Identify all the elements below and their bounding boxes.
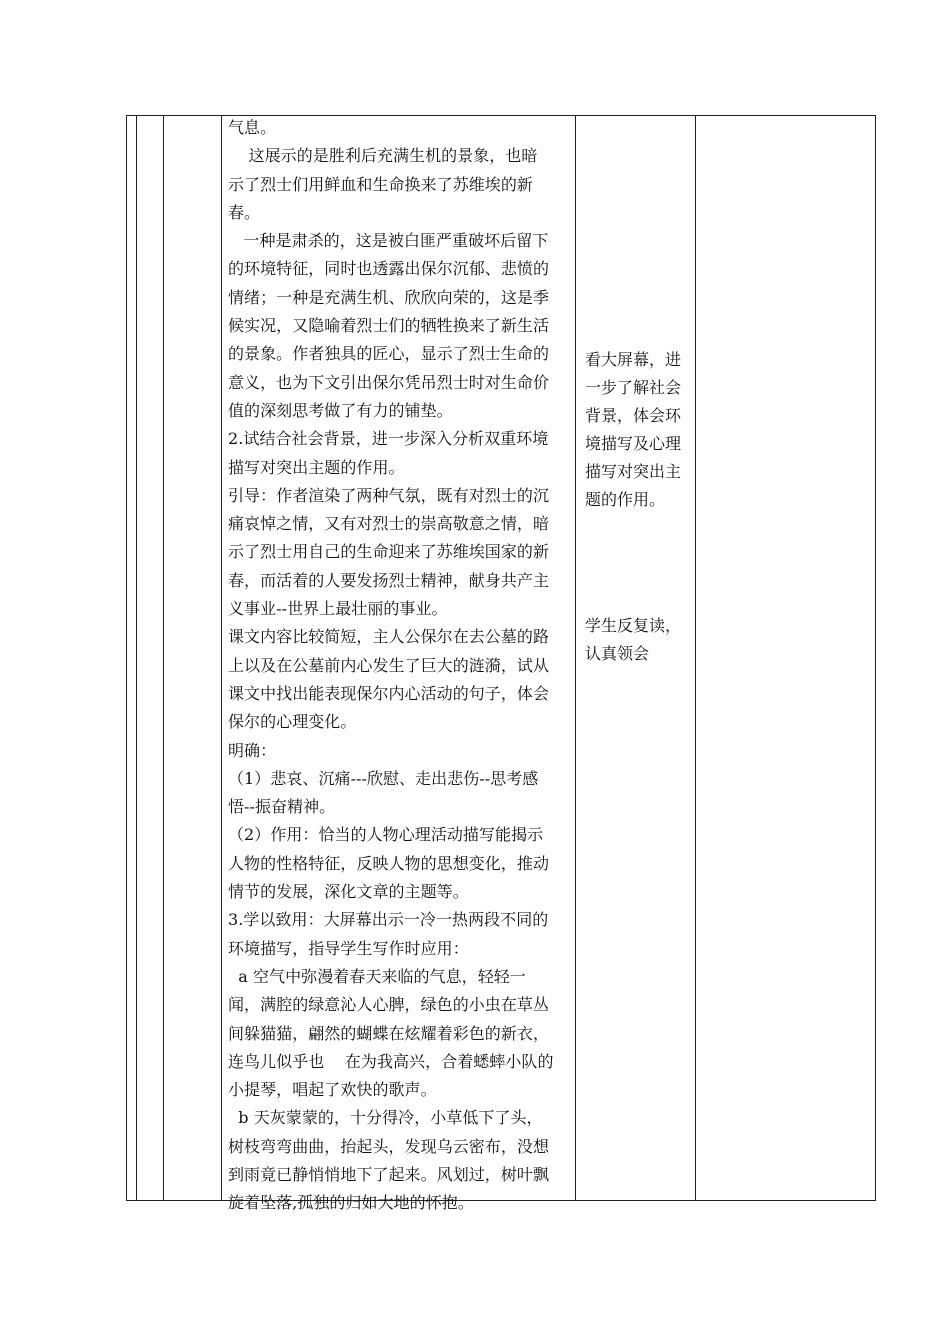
student-activity-line: 境描写及心理 xyxy=(585,434,682,453)
content-line: 值的深刻思考做了有力的铺垫。 xyxy=(228,400,453,420)
content-line: 春，而活着的人要发扬烈士精神，献身共产主 xyxy=(228,570,550,590)
content-line: b 天灰蒙蒙的，十分得冷，小草低下了头， xyxy=(228,1108,543,1128)
content-line: 课文中找出能表现保尔内心活动的句子，体会 xyxy=(228,683,550,703)
content-line: 示了烈士用自己的生命迎来了苏维埃国家的新 xyxy=(228,542,550,562)
student-activity-line: 描写对突出主 xyxy=(585,462,682,481)
content-line: 这展示的是胜利后充满生机的景象，也暗 xyxy=(228,146,538,166)
student-activity-line: 题的作用。 xyxy=(585,490,666,509)
student-activity-cell-2 xyxy=(585,612,695,668)
content-line: 连鸟儿似乎也 在为我高兴，合着蟋蟀小队的 xyxy=(228,1051,554,1071)
content-line: 课文内容比较简短，主人公保尔在去公墓的路 xyxy=(228,627,550,647)
content-line: 人物的性格特征，反映人物的思想变化，推动 xyxy=(228,853,550,873)
content-line: 一种是肃杀的，这是被白匪严重破坏后留下 xyxy=(228,231,549,251)
content-line: 的环境特征，同时也透露出保尔沉郁、悲愤的 xyxy=(228,259,550,279)
content-line: 痛哀悼之情，又有对烈士的崇高敬意之情，暗 xyxy=(228,514,550,534)
content-line: （1）悲哀、沉痛---欣慰、走出悲伤--思考感 xyxy=(228,768,539,788)
content-line: 描写对突出主题的作用。 xyxy=(228,457,405,477)
student-activity-line: 一步了解社会 xyxy=(585,378,682,397)
content-line: 环境描写，指导学生写作时应用： xyxy=(228,938,469,958)
content-line: 旋着坠落,孤独的归如大地的怀抱。 xyxy=(228,1193,474,1213)
lesson-plan-table xyxy=(126,115,876,1213)
content-line: 明确： xyxy=(228,740,277,760)
content-line: 树枝弯弯曲曲，抬起头，发现乌云密布，没想 xyxy=(228,1136,550,1156)
content-line: 义事业--世界上最壮丽的事业。 xyxy=(228,599,448,619)
content-line: 情绪；一种是充满生机、欣欣向荣的，这是季 xyxy=(228,287,550,307)
content-line: 悟--振奋精神。 xyxy=(228,797,336,817)
column-divider xyxy=(221,116,222,1200)
content-line: 到雨竟已静悄悄地下了起来。风划过，树叶飘 xyxy=(228,1164,550,1184)
content-line: 气息。 xyxy=(228,118,277,137)
student-activity-line: 看大屏幕，进 xyxy=(585,350,682,369)
content-line: 候实况，又隐喻着烈士们的牺牲换来了新生活 xyxy=(228,316,550,336)
content-line: 引导：作者渲染了两种气氛，既有对烈士的沉 xyxy=(228,485,550,505)
content-line: 3.学以致用：大屏幕出示一冷一热两段不同的 xyxy=(228,910,549,930)
content-line: 意义，也为下文引出保尔凭吊烈士时对生命价 xyxy=(228,372,550,392)
content-line: 情节的发展，深化文章的主题等。 xyxy=(228,882,469,902)
content-line: 2.试结合社会背景，进一步深入分析双重环境 xyxy=(228,429,549,449)
content-line: 示了烈士们用鲜血和生命换来了苏维埃的新 xyxy=(228,174,533,194)
column-divider xyxy=(695,116,696,1200)
student-activity-line: 认真领会 xyxy=(585,644,650,663)
content-line: 上以及在公墓前内心发生了巨大的涟漪，试从 xyxy=(228,655,550,675)
column-divider xyxy=(136,116,137,1200)
column-divider xyxy=(163,116,164,1200)
content-line: 春。 xyxy=(228,202,261,222)
content-line: 的景象。作者独具的匠心，显示了烈士生命的 xyxy=(228,344,550,364)
student-activity-line: 背景，体会环 xyxy=(585,406,682,425)
teaching-content-cell xyxy=(228,114,576,1218)
student-activity-cell-1 xyxy=(585,346,695,514)
student-activity-line: 学生反复读， xyxy=(585,616,682,635)
content-line: 保尔的心理变化。 xyxy=(228,712,357,732)
content-line: 间躲猫猫，翩然的蝴蝶在炫耀着彩色的新衣， xyxy=(228,1023,550,1043)
content-line: a 空气中弥漫着春天来临的气息，轻轻一 xyxy=(228,966,526,986)
content-line: （2）作用：恰当的人物心理活动描写能揭示 xyxy=(228,825,544,845)
content-line: 小提琴，唱起了欢快的歌声。 xyxy=(228,1080,437,1100)
content-line: 闻，满腔的绿意沁人心脾，绿色的小虫在草丛 xyxy=(228,995,550,1015)
